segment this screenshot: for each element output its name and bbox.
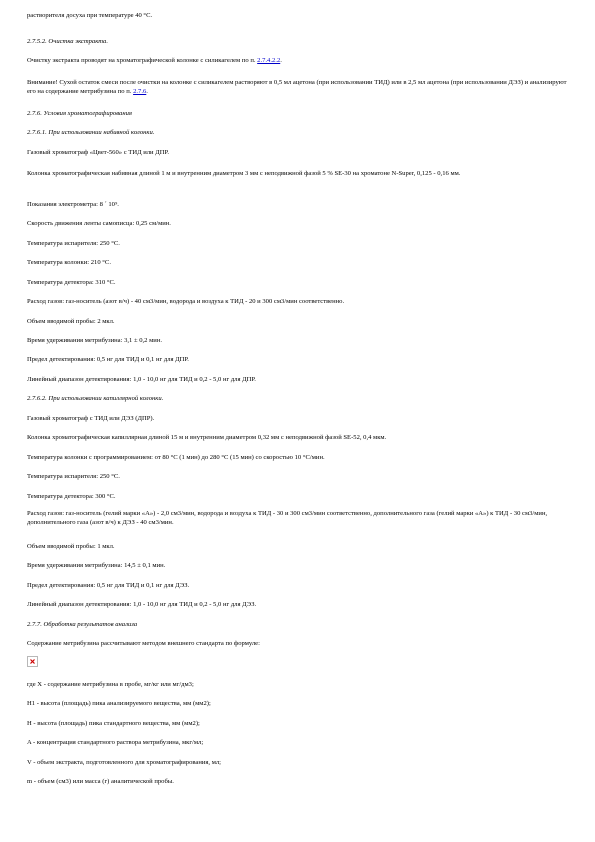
paragraph-formula-intro: Содержание метрибузина рассчитывают методом внешнего стандарта по формуле: [27,640,260,647]
formula-image-placeholder [28,657,37,666]
paragraph-where-m: m - объем (см3) или масса (г) аналитической пробы. [27,778,174,785]
link-2-7-4-2-2[interactable]: 2.7.4.2.2 [257,57,281,64]
section-heading-2-7-6-2: 2.7.6.2. При использовании капиллярной колонки. [27,395,164,402]
paragraph-injector-temp: Температура испарителя: 250 °С. [27,240,120,247]
paragraph-column-packed: Колонка хроматографическая набивная длиной 1 м и внутренним диаметром 3 мм с неподвижной фазой 5 % SE-30 на хроматоне N-Super, 0,125 - 0,16 мм. [27,170,461,177]
paragraph-detection-limit-2: Предел детектирования: 0,5 нг для ТИД и 0,1 нг для ДЭЗ. [27,582,190,589]
paragraph-sample-volume: Объем вводимой пробы: 2 мкл. [27,318,115,325]
paragraph-chromatograph: Газовый хроматограф «Цвет-560» с ТИД или ДПР. [27,149,169,156]
paragraph-linear-range-2: Линейный диапазон детектирования: 1,0 - 10,0 нг для ТИД и 0,2 - 5,0 нг для ДЭЗ. [27,601,257,608]
paragraph-linear-range: Линейный диапазон детектирования: 1,0 - 10,0 нг для ТИД и 0,2 - 5,0 нг для ДПР. [27,376,256,383]
section-heading-2-7-6: 2.7.6. Условия хроматографирования [27,110,132,117]
paragraph-where-h: H - высота (площадь) пика стандартного вещества, мм (мм2); [27,720,200,727]
paragraph-gas-flow: Расход газов: газ-носитель (азот в/ч) - 40 см3/мин, водорода и воздуха к ТИД - 20 и 300 см3/мин соответственно. [27,298,345,305]
paragraph-column-temp-program: Температура колонки с программированием: от 80 °С (1 мин) до 280 °С (15 мин) со скоростью 10 °С/мин. [27,454,325,461]
paragraph-chromatograph-2: Газовый хроматограф с ТИД или ДЭЗ (ДПР). [27,415,155,422]
paragraph-where-a: A - концентрация стандартного раствора метрибузина, мкг/мл; [27,739,204,746]
paragraph-gas-flow-2: Расход газов: газ-носитель (гелий марки «А») - 2,0 см3/мин, водорода и воздуха к ТИД - 30 и 300 см3/мин соответственно, дополнительного газа (гелий марки «А») к ТИД - 30 см3/мин, дополнительного газа (азот в/ч) к ДЭЗ - 40 см3/мин. [27,510,548,526]
paragraph-electrometer: Показания электрометра: 8 ´ 10⁹. [27,201,119,208]
paragraph-where-h1: H1 - высота (площадь) пика анализируемого вещества, мм (мм2); [27,700,211,707]
paragraph-chart-speed: Скорость движения ленты самописца: 0,25 см/мин. [27,220,171,227]
link-2-7-6[interactable]: 2.7.6 [133,87,147,95]
paragraph-where-v: V - объем экстракта, подготовленного для хроматографирования, мл; [27,759,222,766]
paragraph-column-capillary: Колонка хроматографическая капиллярная длиной 15 м и внутренним диаметром 0,32 мм с неподвижной фазой SE-52, 0,4 мкм. [27,434,387,441]
paragraph-cleanup: Очистку экстракта проводят на хроматографической колонке с силикагелем по п. 2.7.4.2.2. [27,57,282,64]
paragraph-detection-limit: Предел детектирования: 0,5 нг для ТИД и 0,1 нг для ДПР. [27,356,189,363]
paragraph-retention-time: Время удерживания метрибузина: 3,1 ± 0,2 мин. [27,337,162,344]
section-heading-2-7-7: 2.7.7. Обработка результатов анализа [27,621,138,628]
paragraph-attention: Внимание! Сухой остаток смеси после очистки на колонке с силикагелем растворяют в 0,5 мл ацетона (при использовании ТИД) или в 2,5 мл ацетона (при использовании ДЭЗ) и анализируют его на содержание метрибузина по п. 2.7.6. [27,79,567,95]
paragraph-injector-temp-2: Температура испарителя: 250 °С. [27,473,120,480]
paragraph-retention-time-2: Время удерживания метрибузина: 14,5 ± 0,1 мин. [27,562,166,569]
paragraph-where-x: где X - содержание метрибузина в пробе, мг/кг или мг/дм3; [27,681,194,688]
paragraph-continuation: растворителя досуха при температуре 40 °С. [27,12,153,19]
paragraph-detector-temp: Температура детектора: 310 °С. [27,279,116,286]
broken-image-icon [27,656,38,667]
section-heading-2-7-6-1: 2.7.6.1. При использовании набивной колонки. [27,129,155,136]
section-heading-2-7-5-2: 2.7.5.2. Очистка экстракта. [27,38,108,45]
paragraph-sample-volume-2: Объем вводимой пробы: 1 мкл. [27,543,115,550]
paragraph-detector-temp-2: Температура детектора: 300 °С. [27,493,116,500]
paragraph-column-temp: Температура колонки: 210 °С. [27,259,111,266]
